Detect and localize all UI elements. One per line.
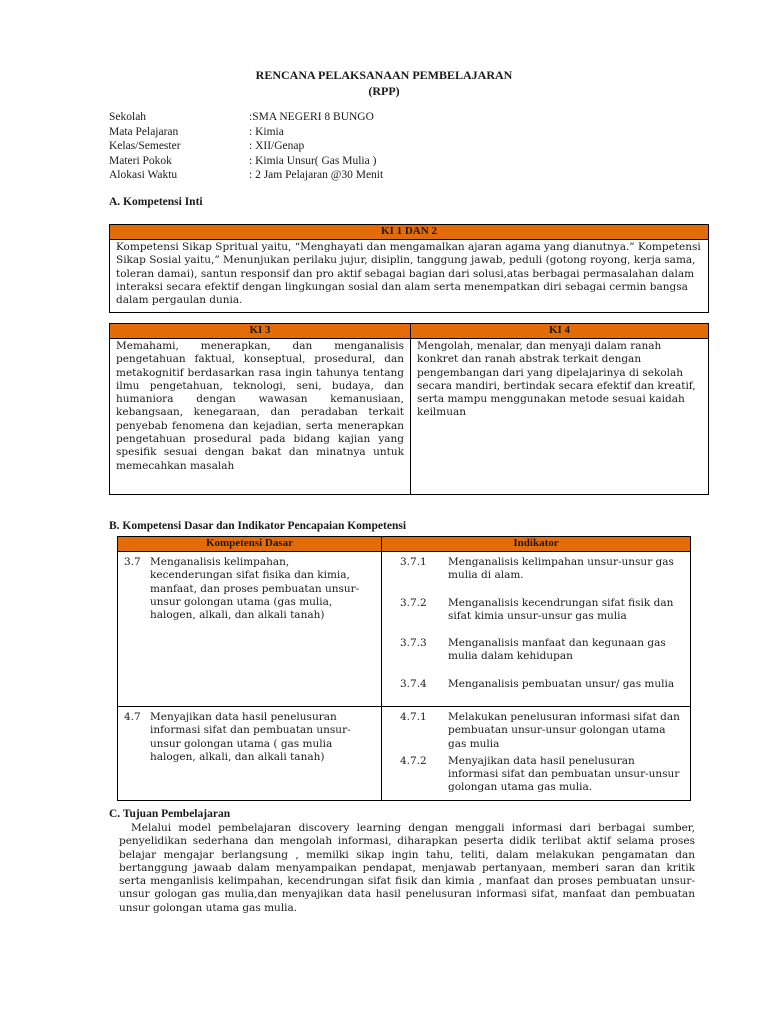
identity-label: Kelas/Semester — [109, 140, 181, 152]
kd-table — [117, 536, 691, 801]
kd-number: 3.7 — [124, 556, 141, 568]
identity-value: : 2 Jam Pelajaran @30 Menit — [249, 169, 384, 181]
indicator-item — [400, 678, 684, 691]
section-c-heading: C. Tujuan Pembelajaran — [109, 808, 231, 820]
kd-item — [124, 711, 375, 764]
indicator-text: Menyajikan data hasil penelusuran informasi sifat dan pembuatan unsur-unsur golongan utama gas mulia. — [448, 754, 680, 794]
identity-value: :SMA NEGERI 8 BUNGO — [249, 111, 374, 123]
identity-row-time — [109, 169, 383, 184]
kd-text: Menyajikan data hasil penelusuran informasi sifat dan pembuatan unsur-unsur golongan utama ( gas mulia halogen, alkali, dan alkali tanah) — [150, 711, 351, 763]
kd-number: 4.7 — [124, 711, 141, 723]
identity-block — [109, 111, 383, 184]
kd-text: Menganalisis kelimpahan, kecenderungan sifat fisika dan kimia, manfaat, dan proses pembuatan unsur-unsur golongan utama (gas mulia, halogen, alkali, dan alkali tanah) — [150, 556, 360, 622]
kd-item — [124, 556, 375, 622]
indicator-text: Menganalisis kecendrungan sifat fisik dan sifat kimia unsur-unsur gas mulia — [448, 596, 674, 622]
section-a-heading: A. Kompetensi Inti — [109, 196, 203, 208]
identity-row-subject — [109, 126, 383, 141]
indicator-item — [400, 597, 684, 624]
indicator-item — [400, 556, 684, 583]
ki34-table — [109, 323, 709, 495]
indicator-number: 4.7.2 — [400, 754, 427, 767]
identity-row-school — [109, 111, 383, 126]
indicator-cell — [382, 552, 691, 707]
kd-cell — [118, 707, 382, 801]
indicator-column-header: Indikator — [382, 537, 691, 552]
learning-objective-text: Melalui model pembelajaran discovery learning dengan menggali informasi dari berbagai sumber, penyelidikan sederhana dan mengolah informasi, diharapkan peserta didik terlibat aktif selama proses belajar mengajar berlangsung , memilki sikap ingin tahu, teliti, dalam melakukan pengamatan dan bertanggung jawaab dalam menyampaikan pendapat, menjawab pertanyaan, memberi saran dan kritik serta menganlisis kelimpahan, kecendrungan sifat fisik dan kimia , manfaat dan proses pembuatan unsur-unsur gologan gas mulia,dan menyajikan data hasil penelusuran informasi sifat, manfaat dan pembuatan unsur golongan utama gas mulia. — [119, 822, 695, 914]
identity-value: : XII/Genap — [249, 140, 305, 152]
indicator-text: Menganalisis manfaat dan kegunaan gas mulia dalam kehidupan — [448, 637, 666, 663]
indicator-number: 3.7.1 — [400, 556, 427, 568]
indicator-number: 3.7.4 — [400, 677, 427, 690]
indicator-cell — [382, 707, 691, 801]
ki12-table — [109, 224, 709, 313]
indicator-item — [400, 711, 684, 751]
indicator-number: 3.7.3 — [400, 637, 427, 650]
indicator-number: 3.7.2 — [400, 596, 427, 609]
identity-label: Mata Pelajaran — [109, 125, 179, 138]
indicator-text: Menganalisis pembuatan unsur/ gas mulia — [448, 677, 675, 690]
indicator-number: 4.7.1 — [400, 711, 427, 723]
document-title: RENCANA PELAKSANAAN PEMBELAJARAN — [255, 68, 513, 82]
ki12-text: Kompetensi Sikap Spritual yaitu, “Menghayati dan mengamalkan ajaran agama yang dianutnya.” Kompetensi Sikap Sosial yaitu,” Menunjukan perilaku jujur, disiplin, tanggung jawab, peduli (gotong royong, kerja sama, toleran damai), santun responsif dan pro aktif sebagai bagian dari solusi,atas berbagai permasalahan dalam interaksi secara efektif dengan lingkungan sosial dan alam serta menempatkan diri sebagai cermin bangsa dalam pergaulan dunia. — [110, 240, 709, 313]
identity-row-topic — [109, 155, 383, 170]
ki3-header: KI 3 — [110, 324, 411, 339]
indicator-text: Menganalisis kelimpahan unsur-unsur gas mulia di alam. — [448, 556, 674, 582]
identity-value: : Kimia — [249, 125, 284, 138]
identity-value: : Kimia Unsur( Gas Mulia ) — [249, 154, 377, 167]
ki12-header: KI 1 DAN 2 — [110, 225, 709, 240]
identity-label: Alokasi Waktu — [109, 169, 178, 181]
indicator-text: Melakukan penelusuran informasi sifat dan pembuatan unsur-unsur golongan utama gas mulia — [448, 711, 680, 750]
identity-label: Sekolah — [109, 111, 147, 123]
section-b-heading: B. Kompetensi Dasar dan Indikator Pencapaian Kompetensi — [109, 520, 407, 532]
indicator-item — [400, 755, 684, 795]
ki4-text: Mengolah, menalar, dan menyaji dalam ranah konkret dan ranah abstrak terkait dengan pengembangan dari yang dipelajarinya di sekolah secara mandiri, bertindak secara efektif dan kreatif, serta mampu menggunakan metode sesuai kaidah keilmuan — [411, 339, 709, 495]
ki4-header: KI 4 — [411, 324, 709, 339]
kd-column-header: Kompetensi Dasar — [118, 537, 382, 552]
identity-label: Materi Pokok — [109, 154, 172, 167]
identity-row-class — [109, 140, 383, 155]
document-subtitle: (RPP) — [368, 84, 400, 98]
kd-cell — [118, 552, 382, 707]
ki3-text: Memahami, menerapkan, dan menganalisis pengetahuan faktual, konseptual, prosedural, dan metakognitif berdasarkan rasa ingin tahunya tentang ilmu pengetahuan, teknologi, seni, budaya, dan humaniora dengan wawasan kemanusiaan, kebangsaan, kenegaraan, dan peradaban terkait penyebab fenomena dan kejadian, serta menerapkan pengetahuan prosedural pada bidang kajian yang spesifik sesuai dengan bakat dan minatnya untuk memecahkan masalah — [110, 339, 411, 495]
indicator-item — [400, 637, 684, 664]
